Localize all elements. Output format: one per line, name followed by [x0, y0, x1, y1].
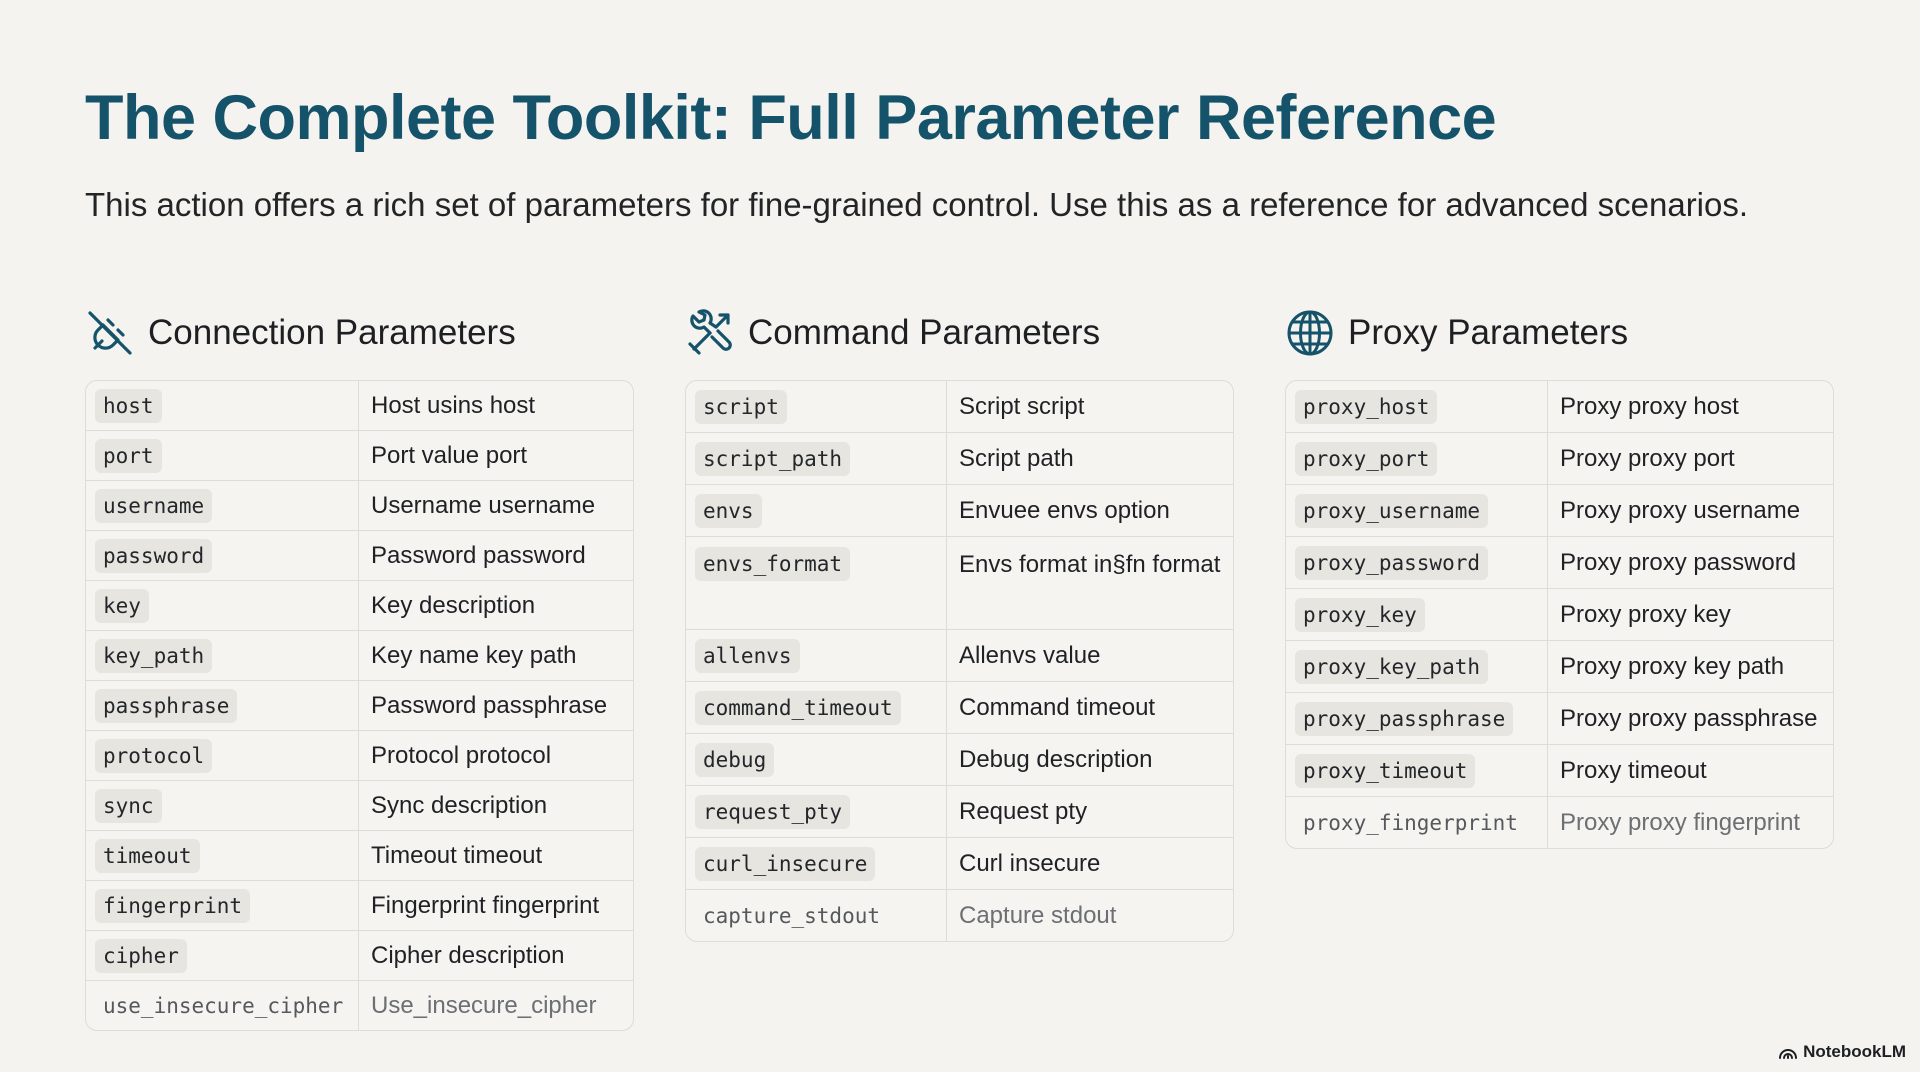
table-row	[1286, 692, 1833, 744]
key-cell	[86, 481, 359, 530]
tools-icon	[685, 308, 735, 358]
table-row	[1286, 381, 1833, 432]
table-row	[86, 630, 633, 680]
param-key: proxy_username	[1295, 494, 1488, 528]
proxy-parameters-section	[1285, 306, 1834, 849]
page-subtitle: This action offers a rich set of parameters for fine-grained control. Use this as a reference for advanced scenarios.	[85, 186, 1749, 223]
param-description: Password password	[371, 541, 586, 569]
param-key: script_path	[695, 442, 850, 476]
table-row	[686, 536, 1233, 629]
param-key: password	[95, 539, 212, 573]
notebooklm-logo-icon	[1778, 1045, 1803, 1059]
table-row	[686, 432, 1233, 484]
key-cell	[1286, 433, 1548, 484]
param-description: Command timeout	[959, 693, 1156, 721]
param-key: protocol	[95, 739, 212, 773]
key-cell	[86, 831, 359, 880]
table-row	[1286, 432, 1833, 484]
param-key: timeout	[95, 839, 200, 873]
param-key: allenvs	[695, 639, 800, 673]
page-title: The Complete Toolkit: Full Parameter Reference	[85, 83, 1497, 153]
param-description: Curl insecure	[959, 849, 1101, 877]
key-cell	[86, 781, 359, 830]
param-key: command_timeout	[695, 691, 901, 725]
table-row	[1286, 796, 1833, 848]
param-description: Proxy proxy fingerprint	[1560, 808, 1801, 836]
key-cell	[1286, 537, 1548, 588]
table-row	[1286, 588, 1833, 640]
param-description: Host usins host	[371, 391, 536, 419]
table-row	[86, 480, 633, 530]
key-cell	[1286, 797, 1548, 848]
table-row	[86, 780, 633, 830]
table-row	[1286, 744, 1833, 796]
param-key: passphrase	[95, 689, 237, 723]
table-row	[686, 733, 1233, 785]
command-parameters-section	[685, 306, 1234, 942]
param-description: Key name key path	[371, 641, 577, 669]
key-cell	[86, 381, 359, 430]
key-cell	[686, 890, 947, 941]
param-description: Proxy proxy port	[1560, 444, 1735, 472]
table-row	[686, 629, 1233, 681]
param-key: proxy_timeout	[1295, 754, 1475, 788]
key-cell	[86, 881, 359, 930]
param-description: Proxy proxy passphrase	[1560, 704, 1818, 732]
param-key: cipher	[95, 939, 187, 973]
param-description: Allenvs value	[959, 641, 1101, 669]
parameter-table	[85, 380, 634, 1031]
param-key: sync	[95, 789, 162, 823]
section-heading: Connection Parameters	[148, 313, 516, 352]
section-header	[685, 306, 1234, 360]
connection-parameters-section	[85, 306, 634, 1031]
key-cell	[686, 485, 947, 536]
key-cell	[1286, 589, 1548, 640]
section-header	[85, 306, 634, 360]
param-description: Username username	[371, 491, 596, 519]
key-cell	[1286, 485, 1548, 536]
param-key: proxy_passphrase	[1295, 702, 1513, 736]
table-row	[86, 680, 633, 730]
table-row	[686, 837, 1233, 889]
param-description: Envs format in§fn format	[959, 551, 1221, 578]
param-key: debug	[695, 743, 774, 777]
param-key: request_pty	[695, 795, 850, 829]
table-row	[86, 580, 633, 630]
key-cell	[686, 381, 947, 432]
brand-label: NotebookLM	[1803, 1042, 1906, 1061]
table-row	[1286, 640, 1833, 692]
param-description: Proxy proxy key	[1560, 600, 1731, 628]
key-cell	[686, 786, 947, 837]
param-key: curl_insecure	[695, 847, 875, 881]
param-key: port	[95, 439, 162, 473]
table-row	[686, 381, 1233, 432]
param-description: Proxy proxy key path	[1560, 652, 1785, 680]
key-cell	[1286, 745, 1548, 796]
parameter-table	[1285, 380, 1834, 849]
table-row	[686, 889, 1233, 941]
table-row	[1286, 536, 1833, 588]
key-cell	[686, 734, 947, 785]
param-description: Sync description	[371, 791, 548, 819]
key-cell	[686, 433, 947, 484]
param-key: envs	[695, 494, 762, 528]
param-description: Proxy proxy password	[1560, 548, 1797, 576]
param-key: username	[95, 489, 212, 523]
param-description: Proxy proxy host	[1560, 392, 1739, 420]
table-row	[86, 830, 633, 880]
key-cell	[86, 731, 359, 780]
plug-icon	[85, 308, 135, 358]
table-row	[86, 430, 633, 480]
table-row	[86, 930, 633, 980]
param-description: Script script	[959, 392, 1085, 420]
key-cell	[86, 431, 359, 480]
param-description: Password passphrase	[371, 691, 608, 719]
param-description: Fingerprint fingerprint	[371, 891, 600, 919]
param-key: fingerprint	[95, 889, 250, 923]
param-key: proxy_key	[1295, 598, 1425, 632]
param-key: proxy_host	[1295, 390, 1437, 424]
globe-icon	[1285, 308, 1335, 358]
param-key: proxy_fingerprint	[1303, 810, 1518, 835]
param-key: use_insecure_cipher	[103, 993, 344, 1018]
param-description: Debug description	[959, 745, 1153, 773]
key-cell	[86, 631, 359, 680]
param-description: Use_insecure_cipher	[371, 991, 597, 1019]
table-row	[86, 381, 633, 430]
section-heading: Proxy Parameters	[1348, 313, 1629, 352]
key-cell	[86, 981, 359, 1030]
param-description: Envuee envs option	[959, 496, 1170, 524]
key-cell	[86, 931, 359, 980]
param-description: Port value port	[371, 441, 528, 469]
table-row	[86, 730, 633, 780]
param-description: Request pty	[959, 797, 1088, 825]
key-cell	[686, 630, 947, 681]
param-key: key	[95, 589, 149, 623]
key-cell	[1286, 641, 1548, 692]
key-cell	[86, 581, 359, 630]
parameter-table	[685, 380, 1234, 942]
param-key: key_path	[95, 639, 212, 673]
param-key: proxy_password	[1295, 546, 1488, 580]
param-description: Protocol protocol	[371, 741, 552, 769]
param-key: host	[95, 389, 162, 423]
param-description: Proxy timeout	[1560, 756, 1707, 784]
key-cell	[1286, 381, 1548, 432]
section-heading: Command Parameters	[748, 313, 1101, 352]
table-row	[86, 880, 633, 930]
key-cell	[86, 681, 359, 730]
param-key: proxy_key_path	[1295, 650, 1488, 684]
table-row	[86, 530, 633, 580]
key-cell	[1286, 693, 1548, 744]
table-row	[86, 980, 633, 1030]
param-key: proxy_port	[1295, 442, 1437, 476]
table-row	[686, 681, 1233, 733]
param-description: Capture stdout	[959, 901, 1117, 929]
param-description: Script path	[959, 444, 1074, 472]
param-description: Key description	[371, 591, 536, 619]
notebooklm-brand	[1778, 1042, 1906, 1062]
param-key: script	[695, 390, 787, 424]
table-row	[686, 484, 1233, 536]
param-description: Timeout timeout	[371, 841, 543, 869]
param-key: envs_format	[695, 547, 850, 581]
section-header	[1285, 306, 1834, 360]
key-cell	[686, 537, 947, 629]
key-cell	[686, 838, 947, 889]
key-cell	[86, 531, 359, 580]
table-row	[1286, 484, 1833, 536]
table-row	[686, 785, 1233, 837]
param-description: Proxy proxy username	[1560, 496, 1801, 524]
key-cell	[686, 682, 947, 733]
param-key: capture_stdout	[703, 903, 881, 928]
param-description: Cipher description	[371, 941, 565, 969]
